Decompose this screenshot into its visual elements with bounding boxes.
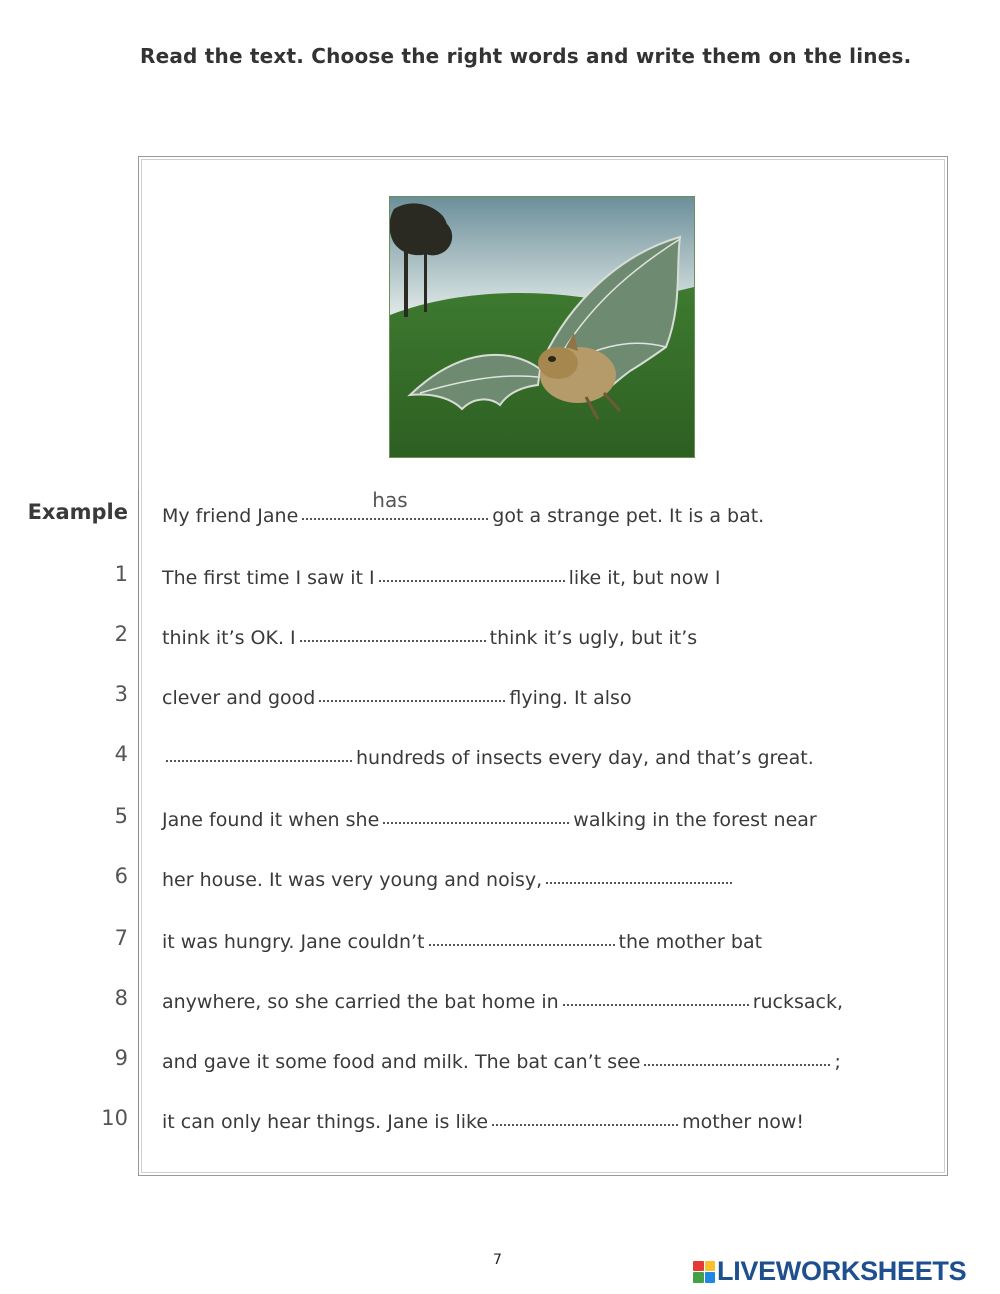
sentence-text	[162, 564, 721, 589]
line-number: 4	[114, 742, 128, 766]
sentence-before: and gave it some food and milk. The bat can’t see	[162, 1051, 641, 1073]
sentence-before: her house. It was very young and noisy,	[162, 869, 543, 891]
answer-blank[interactable]	[319, 684, 505, 704]
sentence-before: it was hungry. Jane couldn’t	[162, 931, 425, 953]
sentence-after: think it’s ugly, but it’s	[489, 627, 698, 649]
answer-input[interactable]	[319, 676, 505, 702]
sentence-before: it can only hear things. Jane is like	[162, 1111, 489, 1133]
sentence-after: got a strange pet. It is a bat.	[492, 505, 765, 527]
answer-blank[interactable]	[563, 988, 749, 1008]
sentence-after: mother now!	[682, 1111, 805, 1133]
answer-input[interactable]	[644, 1040, 830, 1066]
example-label: Example	[27, 500, 128, 524]
answer-blank[interactable]	[546, 866, 732, 886]
example-answer: has	[372, 488, 408, 512]
logo-text: LIVEWORKSHEETS	[717, 1256, 967, 1286]
line-number: 9	[114, 1046, 128, 1070]
sentence-after: rucksack,	[752, 991, 844, 1013]
answer-input[interactable]	[429, 920, 615, 946]
sentence-after: like it, but now I	[568, 567, 721, 589]
sentence-after: the mother bat	[618, 931, 763, 953]
sentence-after: flying. It also	[509, 687, 632, 709]
answer-input[interactable]	[492, 1100, 678, 1126]
line-number: 3	[114, 682, 128, 706]
answer-blank[interactable]	[492, 1108, 678, 1128]
sentence-row	[0, 736, 1000, 776]
sentence-before: think it’s OK. I	[162, 627, 296, 649]
sentence-before: The first time I saw it I	[162, 567, 375, 589]
bat-illustration-icon	[390, 197, 694, 457]
bat-picture	[389, 196, 695, 458]
sentence-text	[162, 806, 817, 831]
line-number: 10	[101, 1106, 128, 1130]
sentence-before: anywhere, so she carried the bat home in	[162, 991, 559, 1013]
answer-blank[interactable]	[379, 564, 565, 584]
sentence-row	[0, 676, 1000, 716]
line-number: 5	[114, 804, 128, 828]
answer-input[interactable]	[379, 556, 565, 582]
answer-blank	[302, 488, 488, 522]
sentence-text	[162, 624, 697, 649]
answer-blank[interactable]	[429, 928, 615, 948]
sentence-after: ;	[834, 1051, 841, 1073]
answer-input[interactable]	[383, 798, 569, 824]
sentence-row	[0, 556, 1000, 596]
sentence-text	[162, 744, 814, 769]
answer-blank[interactable]	[166, 744, 352, 764]
answer-input[interactable]	[166, 736, 352, 762]
sentence-text	[162, 488, 765, 527]
sentence-text	[162, 928, 762, 953]
sentence-text	[162, 684, 632, 709]
line-number: 2	[114, 622, 128, 646]
line-number: 7	[114, 926, 128, 950]
sentence-text	[162, 1048, 841, 1073]
sentence-row	[0, 616, 1000, 656]
sentence-row	[0, 798, 1000, 838]
sentence-row	[0, 1040, 1000, 1080]
answer-input[interactable]	[563, 980, 749, 1006]
line-number: 8	[114, 986, 128, 1010]
logo-mark-icon	[693, 1261, 715, 1283]
sentence-before: My friend Jane	[162, 505, 299, 527]
page-number: 7	[493, 1252, 502, 1268]
answer-input[interactable]	[300, 616, 486, 642]
answer-blank[interactable]	[644, 1048, 830, 1068]
sentence-text	[162, 1108, 804, 1133]
line-number: 1	[114, 562, 128, 586]
sentence-row	[0, 920, 1000, 960]
sentence-row	[0, 858, 1000, 898]
sentence-row	[0, 980, 1000, 1020]
liveworksheets-logo	[693, 1256, 966, 1287]
answer-blank[interactable]	[383, 806, 569, 826]
sentence-before: clever and good	[162, 687, 316, 709]
sentence-text	[162, 988, 843, 1013]
line-number: 6	[114, 864, 128, 888]
sentence-row	[0, 1100, 1000, 1140]
sentence-after: hundreds of insects every day, and that’s great.	[356, 747, 814, 769]
sentence-after: walking in the forest near	[573, 809, 817, 831]
sentence-text	[162, 866, 736, 891]
sentence-before: Jane found it when she	[162, 809, 380, 831]
sentence-row	[0, 488, 1000, 534]
answer-input[interactable]	[546, 858, 732, 884]
answer-blank[interactable]	[300, 624, 486, 644]
instruction-text: Read the text. Choose the right words and write them on the lines.	[140, 44, 912, 68]
